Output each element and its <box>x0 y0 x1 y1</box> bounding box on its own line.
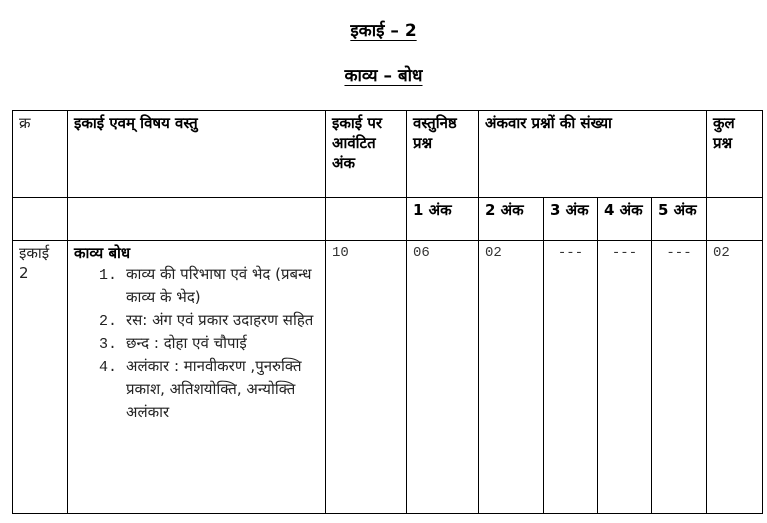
header-one-mark: 1 अंक <box>407 198 479 241</box>
topic-list <box>74 263 319 424</box>
unit-subheading-text: काव्य – बोध <box>344 66 423 86</box>
unit-heading-text: इकाई – 2 <box>350 21 417 41</box>
unit-heading <box>0 18 767 41</box>
unit-subheading <box>0 63 767 86</box>
row-title: काव्य बोध <box>74 244 131 262</box>
header-objective: वस्तुनिष्ठ प्रश्न <box>407 111 479 198</box>
row-one-mark: 06 <box>407 241 479 514</box>
header-unit-content: इकाई एवम् विषय वस्तु <box>68 111 326 198</box>
row-content <box>68 241 326 514</box>
header-three-mark: 3 अंक <box>544 198 598 241</box>
row-three-mark: --- <box>544 241 598 514</box>
header-five-mark: 5 अंक <box>652 198 707 241</box>
row-two-mark: 02 <box>479 241 544 514</box>
header-total: कुल प्रश्न <box>707 111 763 198</box>
row-total: 02 <box>707 241 763 514</box>
topic-item: 3. छन्द : दोहा एवं चौपाई <box>126 332 319 355</box>
header-row-2 <box>13 198 763 241</box>
header-serial: क्र <box>13 111 68 198</box>
header-allocated-marks: इकाई पर आवंटित अंक <box>326 111 407 198</box>
header-four-mark: 4 अंक <box>598 198 652 241</box>
topic-item: 1. काव्य की परिभाषा एवं भेद (प्रबन्ध काव्य के भेद) <box>126 263 319 309</box>
topic-item: 4. अलंकार : मानवीकरण ,पुनरुक्ति प्रकाश, अतिशयोक्ति, अन्योक्ति अलंकार <box>126 355 319 424</box>
header2-empty-content <box>68 198 326 241</box>
row-five-mark: --- <box>652 241 707 514</box>
header2-empty-marks <box>326 198 407 241</box>
header-two-mark: 2 अंक <box>479 198 544 241</box>
syllabus-table <box>12 110 763 514</box>
topic-item: 2. रस: अंग एवं प्रकार उदाहरण सहित <box>126 309 319 332</box>
row-four-mark: --- <box>598 241 652 514</box>
header2-empty-serial <box>13 198 68 241</box>
table-row <box>13 241 763 514</box>
row-serial: इकाई 2 <box>13 241 68 514</box>
row-allocated-marks: 10 <box>326 241 407 514</box>
header-row-1 <box>13 111 763 198</box>
header2-empty-total <box>707 198 763 241</box>
header-markwise: अंकवार प्रश्नों की संख्या <box>479 111 707 198</box>
